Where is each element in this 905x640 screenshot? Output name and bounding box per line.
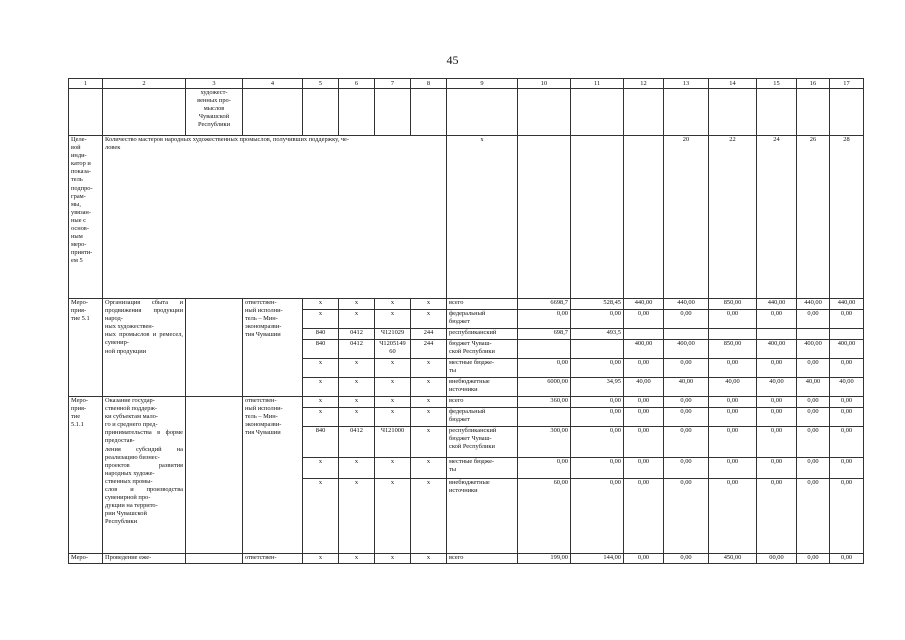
code-cell: 840: [303, 340, 339, 359]
amount-cell: 0,00: [709, 310, 757, 329]
code-cell: 0412: [339, 427, 375, 458]
code-cell: x: [303, 397, 339, 408]
amount-cell: 199,00: [518, 554, 571, 564]
empty-cell: [243, 89, 303, 136]
column-header: 7: [375, 79, 411, 89]
header-row: [69, 79, 864, 89]
table-body: [69, 79, 864, 564]
amount-cell: 0,00: [518, 458, 571, 479]
amount-cell: 0,00: [709, 408, 757, 427]
column-header: 6: [339, 79, 375, 89]
amount-cell: 0,00: [797, 458, 830, 479]
code-cell: x: [303, 359, 339, 378]
funding-source: внебюджетные источники: [447, 378, 518, 397]
amount-cell: 0,00: [709, 359, 757, 378]
activity-name: Проведение еже-: [103, 554, 186, 564]
amount-cell: 400,00: [830, 340, 864, 359]
amount-cell: 0,00: [709, 427, 757, 458]
code-cell: x: [375, 310, 411, 329]
budget-table: [68, 78, 864, 564]
column-header: 1: [69, 79, 103, 89]
empty-cell: [797, 89, 830, 136]
empty-cell: [624, 89, 664, 136]
target-value: 20: [664, 136, 709, 299]
code-cell: x: [375, 554, 411, 564]
responsible-executor: ответствен- ный исполни- тель – Мин- экономразви- тия Чувашии: [243, 397, 303, 554]
amount-cell: 0,00: [797, 359, 830, 378]
column-header: 16: [797, 79, 830, 89]
column-header: 10: [518, 79, 571, 89]
column-header: 2: [103, 79, 186, 89]
funding-source: внебюджетные источники: [447, 479, 518, 554]
column-header: 11: [571, 79, 624, 89]
funding-source: всего: [447, 554, 518, 564]
code-cell: x: [411, 397, 447, 408]
empty-cell: [303, 89, 339, 136]
funding-source: федеральный бюджет: [447, 408, 518, 427]
amount-cell: 0,00: [757, 458, 797, 479]
amount-cell: 440,00: [664, 299, 709, 310]
amount-cell: 698,7: [518, 329, 571, 340]
empty-cell: [518, 89, 571, 136]
amount-cell: 0,00: [624, 458, 664, 479]
target-value: 28: [830, 136, 864, 299]
amount-cell: 0,00: [624, 408, 664, 427]
code-cell: x: [411, 554, 447, 564]
amount-cell: 0,00: [830, 359, 864, 378]
empty-cell: [411, 89, 447, 136]
amount-cell: 6698,7: [518, 299, 571, 310]
code-cell: 840: [303, 427, 339, 458]
empty-cell: [339, 89, 375, 136]
funding-source: местные бюдже- ты: [447, 359, 518, 378]
code-cell: 244: [411, 329, 447, 340]
code-cell: x: [411, 458, 447, 479]
code-cell: x: [375, 378, 411, 397]
empty-cell: [664, 89, 709, 136]
target-value: 24: [757, 136, 797, 299]
funding-source: республиканский: [447, 329, 518, 340]
amount-cell: 0,00: [664, 408, 709, 427]
table-row: [69, 397, 864, 408]
code-cell: Ч121000: [375, 427, 411, 458]
amount-cell: 40,00: [797, 378, 830, 397]
code-cell: x: [411, 310, 447, 329]
amount-cell: 0,00: [624, 427, 664, 458]
column-header: 13: [664, 79, 709, 89]
amount-cell: 450,00: [709, 554, 757, 564]
amount-cell: 40,00: [709, 378, 757, 397]
code-cell: x: [339, 458, 375, 479]
amount-cell: 0,00: [709, 458, 757, 479]
code-cell: x: [303, 310, 339, 329]
amount-cell: 400,00: [624, 340, 664, 359]
column-header: 9: [447, 79, 518, 89]
amount-cell: 0,00: [830, 458, 864, 479]
amount-cell: 6000,00: [518, 378, 571, 397]
amount-cell: 0,00: [709, 397, 757, 408]
amount-cell: 440,00: [624, 299, 664, 310]
amount-cell: 440,00: [757, 299, 797, 310]
target-value: 22: [709, 136, 757, 299]
amount-cell: 440,00: [830, 299, 864, 310]
activity-name: Организация сбыта и продвижения продукции народ- ных художествен- ных промыслов и ремесел, сувенир- ной продукции: [103, 299, 186, 397]
target-text: Количество мастеров народных художественных промыслов, получивших поддержку, че- ловек: [103, 136, 447, 299]
amount-cell: 0,00: [571, 458, 624, 479]
amount-cell: [624, 329, 664, 340]
code-cell: 0412: [339, 329, 375, 340]
code-cell: x: [375, 408, 411, 427]
amount-cell: 0,00: [624, 479, 664, 554]
amount-cell: 0,00: [757, 479, 797, 554]
activity-label: Меро- прия- тие 5.1.1: [69, 397, 103, 554]
amount-cell: 0,00: [571, 479, 624, 554]
code-cell: x: [411, 359, 447, 378]
continuation-text: художест- венных про- мыслов Чувашской Республики: [186, 89, 243, 136]
code-cell: x: [303, 554, 339, 564]
amount-cell: 0,00: [797, 408, 830, 427]
code-cell: x: [411, 479, 447, 554]
amount-cell: [797, 329, 830, 340]
code-cell: x: [339, 359, 375, 378]
amount-cell: 0,00: [518, 359, 571, 378]
responsible-executor: ответствен- ный исполни- тель – Мин- экономразви- тия Чувашии: [243, 299, 303, 397]
target-row: [69, 136, 864, 299]
amount-cell: 00,00: [757, 554, 797, 564]
amount-cell: 0,00: [624, 397, 664, 408]
column-header: 8: [411, 79, 447, 89]
code-cell: x: [339, 479, 375, 554]
amount-cell: 400,00: [797, 340, 830, 359]
amount-cell: 40,00: [757, 378, 797, 397]
code-cell: x: [375, 359, 411, 378]
code-cell: x: [339, 378, 375, 397]
amount-cell: 0,00: [664, 359, 709, 378]
amount-cell: 0,00: [709, 479, 757, 554]
empty-cell: [830, 89, 864, 136]
amount-cell: 0,00: [624, 359, 664, 378]
code-cell: x: [411, 408, 447, 427]
empty-cell: [186, 397, 243, 554]
column-header: 3: [186, 79, 243, 89]
amount-cell: 0,00: [797, 397, 830, 408]
amount-cell: 0,00: [624, 310, 664, 329]
amount-cell: 40,00: [664, 378, 709, 397]
amount-cell: [830, 329, 864, 340]
code-cell: x: [411, 299, 447, 310]
amount-cell: 850,00: [709, 340, 757, 359]
activity-label: Меро-: [69, 554, 103, 564]
amount-cell: 300,00: [518, 427, 571, 458]
code-cell: 0412: [339, 340, 375, 359]
amount-cell: 0,00: [571, 397, 624, 408]
amount-cell: 0,00: [664, 479, 709, 554]
amount-cell: 0,00: [571, 427, 624, 458]
page-number: 45: [446, 53, 459, 67]
funding-source: всего: [447, 397, 518, 408]
amount-cell: 0,00: [797, 310, 830, 329]
amount-cell: 0,00: [830, 397, 864, 408]
code-cell: x: [303, 458, 339, 479]
code-cell: x: [303, 378, 339, 397]
empty-cell: [375, 89, 411, 136]
column-header: 4: [243, 79, 303, 89]
amount-cell: 0,00: [830, 408, 864, 427]
amount-cell: 0,00: [664, 427, 709, 458]
code-cell: x: [411, 378, 447, 397]
code-cell: Ч121029: [375, 329, 411, 340]
amount-cell: 144,00: [571, 554, 624, 564]
empty-cell: [186, 554, 243, 564]
funding-source: федеральный бюджет: [447, 310, 518, 329]
amount-cell: 0,00: [664, 397, 709, 408]
empty-cell: [186, 299, 243, 397]
amount-cell: 0,00: [797, 479, 830, 554]
column-header: 5: [303, 79, 339, 89]
amount-cell: 850,00: [709, 299, 757, 310]
amount-cell: 0,00: [664, 310, 709, 329]
amount-cell: [518, 340, 571, 359]
empty-cell: [571, 136, 624, 299]
amount-cell: 34,95: [571, 378, 624, 397]
empty-cell: [447, 89, 518, 136]
empty-cell: [624, 136, 664, 299]
amount-cell: [664, 329, 709, 340]
empty-cell: [709, 89, 757, 136]
amount-cell: 40,00: [830, 378, 864, 397]
responsible-executor: ответствен-: [243, 554, 303, 564]
amount-cell: 0,00: [664, 458, 709, 479]
column-header: 17: [830, 79, 864, 89]
code-cell: 244: [411, 340, 447, 359]
code-cell: x: [339, 310, 375, 329]
activity-label: Меро- прия- тие 5.1: [69, 299, 103, 397]
empty-cell: [103, 89, 186, 136]
code-cell: x: [303, 299, 339, 310]
amount-cell: 0,00: [830, 479, 864, 554]
amount-cell: [518, 408, 571, 427]
code-cell: x: [303, 479, 339, 554]
amount-cell: 0,00: [757, 359, 797, 378]
empty-cell: [757, 89, 797, 136]
amount-cell: 0,00: [830, 554, 864, 564]
funding-source: местные бюдже- ты: [447, 458, 518, 479]
amount-cell: 400,00: [664, 340, 709, 359]
code-cell: x: [339, 554, 375, 564]
amount-cell: 400,00: [757, 340, 797, 359]
amount-cell: 528,45: [571, 299, 624, 310]
funding-source: всего: [447, 299, 518, 310]
amount-cell: 0,00: [797, 427, 830, 458]
code-cell: x: [339, 408, 375, 427]
target-marker: x: [447, 136, 518, 299]
table-row: [69, 554, 864, 564]
activity-name: Оказание государ- ственной поддерж- ки субъектам мало- го и среднего пред- принимательства в форме предостав- ления субсидий на реализацию бизнес- проектов развития народных художе- ственных промы- слов и производства сувенирной про- дукции на террито- рии Чувашской Республики: [103, 397, 186, 554]
amount-cell: 60,00: [518, 479, 571, 554]
code-cell: x: [375, 479, 411, 554]
amount-cell: 0,00: [571, 310, 624, 329]
continuation-row: [69, 89, 864, 136]
amount-cell: 0,00: [757, 397, 797, 408]
amount-cell: 0,00: [757, 310, 797, 329]
amount-cell: 0,00: [797, 554, 830, 564]
code-cell: x: [339, 299, 375, 310]
column-header: 15: [757, 79, 797, 89]
code-cell: x: [303, 408, 339, 427]
funding-source: бюджет Чуваш- ской Республики: [447, 340, 518, 359]
target-label: Целе- вой инди- катор и показа- тель подпро- грам- мы, увязан- ные с основ- ным меро- прияти- ем 5: [69, 136, 103, 299]
code-cell: x: [411, 427, 447, 458]
code-cell: x: [375, 458, 411, 479]
funding-source: республиканский бюджет Чуваш- ской Республики: [447, 427, 518, 458]
amount-cell: 0,00: [571, 359, 624, 378]
empty-cell: [518, 136, 571, 299]
amount-cell: 0,00: [757, 427, 797, 458]
amount-cell: 0,00: [624, 554, 664, 564]
amount-cell: [571, 340, 624, 359]
code-cell: x: [375, 397, 411, 408]
amount-cell: 440,00: [797, 299, 830, 310]
amount-cell: [709, 329, 757, 340]
column-header: 14: [709, 79, 757, 89]
amount-cell: [757, 329, 797, 340]
code-cell: x: [375, 299, 411, 310]
table-row: [69, 299, 864, 310]
column-header: 12: [624, 79, 664, 89]
amount-cell: 0,00: [518, 310, 571, 329]
code-cell: 840: [303, 329, 339, 340]
code-cell: x: [339, 397, 375, 408]
amount-cell: 0,00: [571, 408, 624, 427]
empty-cell: [571, 89, 624, 136]
amount-cell: 40,00: [624, 378, 664, 397]
target-value: 26: [797, 136, 830, 299]
empty-cell: [69, 89, 103, 136]
amount-cell: 0,00: [757, 408, 797, 427]
amount-cell: 360,00: [518, 397, 571, 408]
amount-cell: 0,00: [664, 554, 709, 564]
amount-cell: 0,00: [830, 427, 864, 458]
amount-cell: 0,00: [830, 310, 864, 329]
code-cell: Ч1205149 60: [375, 340, 411, 359]
amount-cell: 493,5: [571, 329, 624, 340]
